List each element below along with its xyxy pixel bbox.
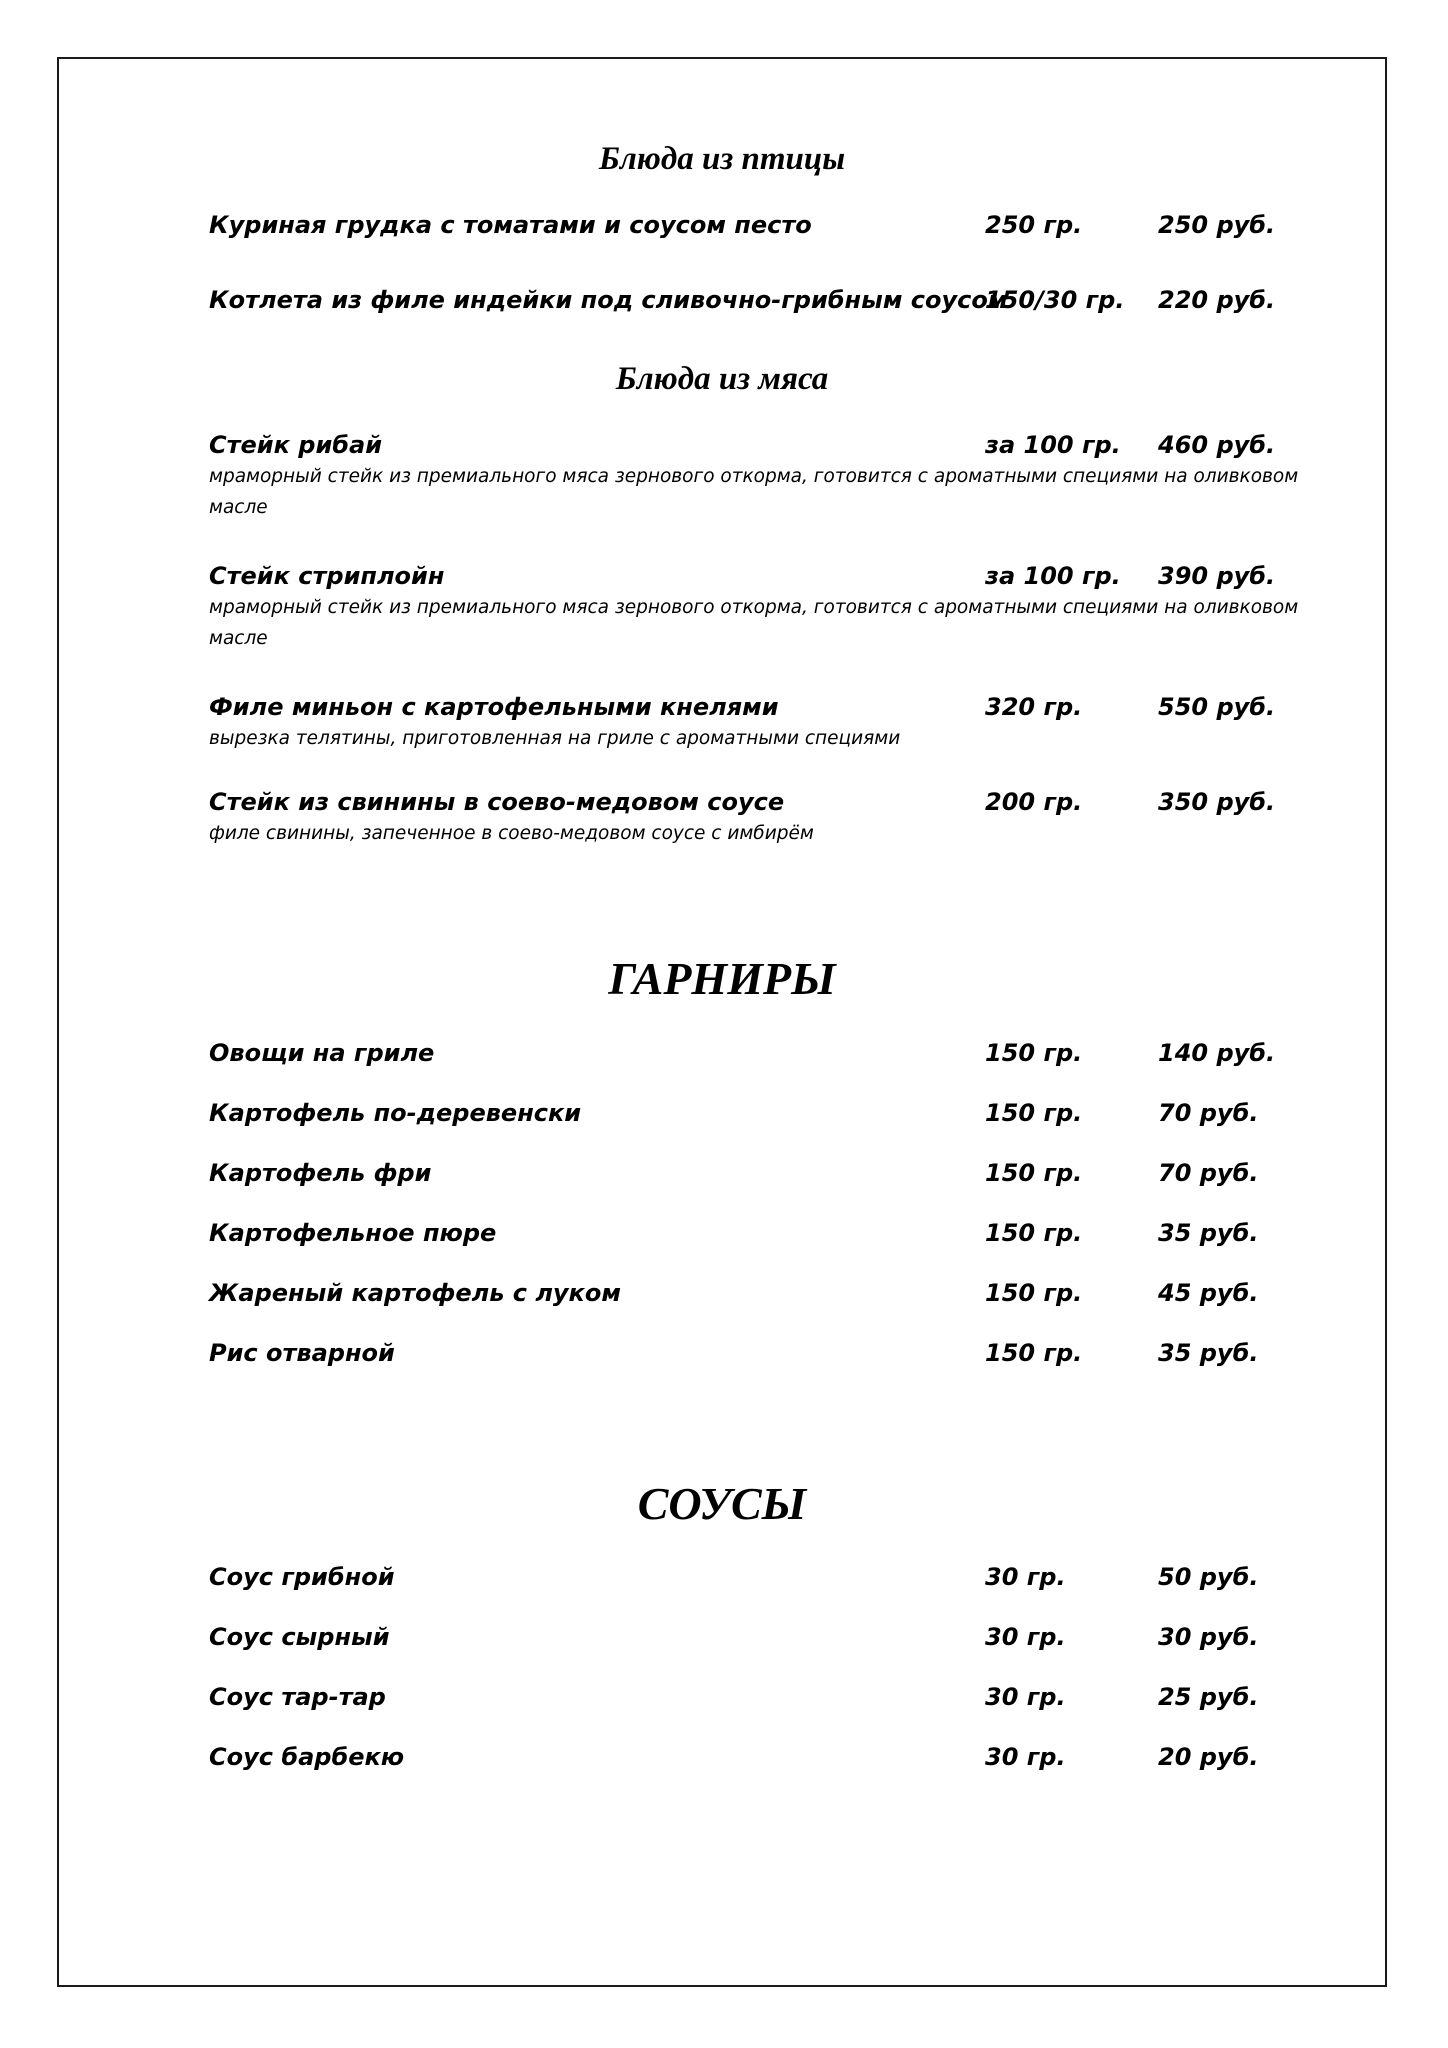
item-price: 45 руб.	[1158, 1279, 1259, 1307]
item-weight: 250 гр.	[985, 211, 1083, 239]
menu-item	[59, 1740, 1385, 1774]
menu-item	[59, 1336, 1385, 1370]
item-name: Стейк стриплойн	[209, 562, 445, 590]
item-price: 20 руб.	[1158, 1743, 1259, 1771]
item-weight: 30 гр.	[985, 1743, 1066, 1771]
item-description: филе свинины, запеченное в соево-медовом соусе с имбирём	[209, 823, 814, 844]
menu-item	[59, 1560, 1385, 1594]
item-name: Соус барбекю	[209, 1743, 405, 1771]
menu-item	[59, 1276, 1385, 1310]
item-weight: 30 гр.	[985, 1683, 1066, 1711]
item-weight: за 100 гр.	[985, 562, 1121, 590]
menu-item	[59, 1216, 1385, 1250]
item-price: 140 руб.	[1158, 1039, 1276, 1067]
section-title-meat: Блюда из мяса	[615, 361, 829, 397]
item-weight: 150 гр.	[985, 1039, 1083, 1067]
item-description: мраморный стейк из премиального мяса зернового откорма, готовится с ароматными специями на оливковом масле	[209, 466, 1299, 518]
menu-item	[59, 1156, 1385, 1190]
item-price: 35 руб.	[1158, 1339, 1259, 1367]
item-weight: 200 гр.	[985, 788, 1083, 816]
item-name: Филе миньон с картофельными кнелями	[209, 693, 779, 721]
item-price: 50 руб.	[1158, 1563, 1259, 1591]
menu-page	[57, 57, 1387, 1987]
item-name: Соус тар-тар	[209, 1683, 386, 1711]
item-name: Котлета из филе индейки под сливочно-грибным соусом	[209, 286, 1008, 314]
section-title-sauces: СОУСЫ	[637, 1478, 807, 1529]
item-weight: 320 гр.	[985, 693, 1083, 721]
section-title-poultry: Блюда из птицы	[598, 141, 846, 177]
menu-item	[59, 1680, 1385, 1714]
menu-item	[59, 1096, 1385, 1130]
item-price: 35 руб.	[1158, 1219, 1259, 1247]
item-name: Жареный картофель с луком	[209, 1279, 621, 1307]
item-weight: за 100 гр.	[985, 431, 1121, 459]
item-price: 25 руб.	[1158, 1683, 1259, 1711]
item-price: 30 руб.	[1158, 1623, 1259, 1651]
item-price: 70 руб.	[1158, 1159, 1259, 1187]
item-name: Картофель по-деревенски	[209, 1099, 582, 1127]
menu-item	[59, 428, 1385, 462]
item-weight: 150 гр.	[985, 1339, 1083, 1367]
item-name: Стейк из свинины в соево-медовом соусе	[209, 788, 785, 816]
item-price: 250 руб.	[1158, 211, 1276, 239]
item-price: 460 руб.	[1158, 431, 1276, 459]
menu-item	[59, 785, 1385, 819]
item-name: Рис отварной	[209, 1339, 395, 1367]
item-weight: 150 гр.	[985, 1099, 1083, 1127]
item-description: мраморный стейк из премиального мяса зернового откорма, готовится с ароматными специями на оливковом масле	[209, 597, 1299, 649]
menu-item	[59, 559, 1385, 593]
menu-item	[59, 208, 1385, 242]
item-price: 390 руб.	[1158, 562, 1276, 590]
item-description: вырезка телятины, приготовленная на гриле с ароматными специями	[209, 728, 901, 749]
item-price: 550 руб.	[1158, 693, 1276, 721]
menu-item	[59, 1620, 1385, 1654]
item-name: Стейк рибай	[209, 431, 383, 459]
item-name: Картофель фри	[209, 1159, 432, 1187]
section-title-sides: ГАРНИРЫ	[608, 953, 836, 1004]
item-weight: 150 гр.	[985, 1159, 1083, 1187]
item-name: Соус сырный	[209, 1623, 390, 1651]
item-name: Куриная грудка с томатами и соусом песто	[209, 211, 812, 239]
menu-item	[59, 1036, 1385, 1070]
item-weight: 150 гр.	[985, 1279, 1083, 1307]
item-name: Овощи на гриле	[209, 1039, 435, 1067]
item-weight: 150/30 гр.	[985, 286, 1125, 314]
menu-item	[59, 690, 1385, 724]
item-price: 350 руб.	[1158, 788, 1276, 816]
item-name: Картофельное пюре	[209, 1219, 497, 1247]
item-weight: 30 гр.	[985, 1623, 1066, 1651]
item-price: 70 руб.	[1158, 1099, 1259, 1127]
item-name: Соус грибной	[209, 1563, 395, 1591]
menu-item	[59, 283, 1385, 317]
item-price: 220 руб.	[1158, 286, 1276, 314]
item-weight: 150 гр.	[985, 1219, 1083, 1247]
item-weight: 30 гр.	[985, 1563, 1066, 1591]
